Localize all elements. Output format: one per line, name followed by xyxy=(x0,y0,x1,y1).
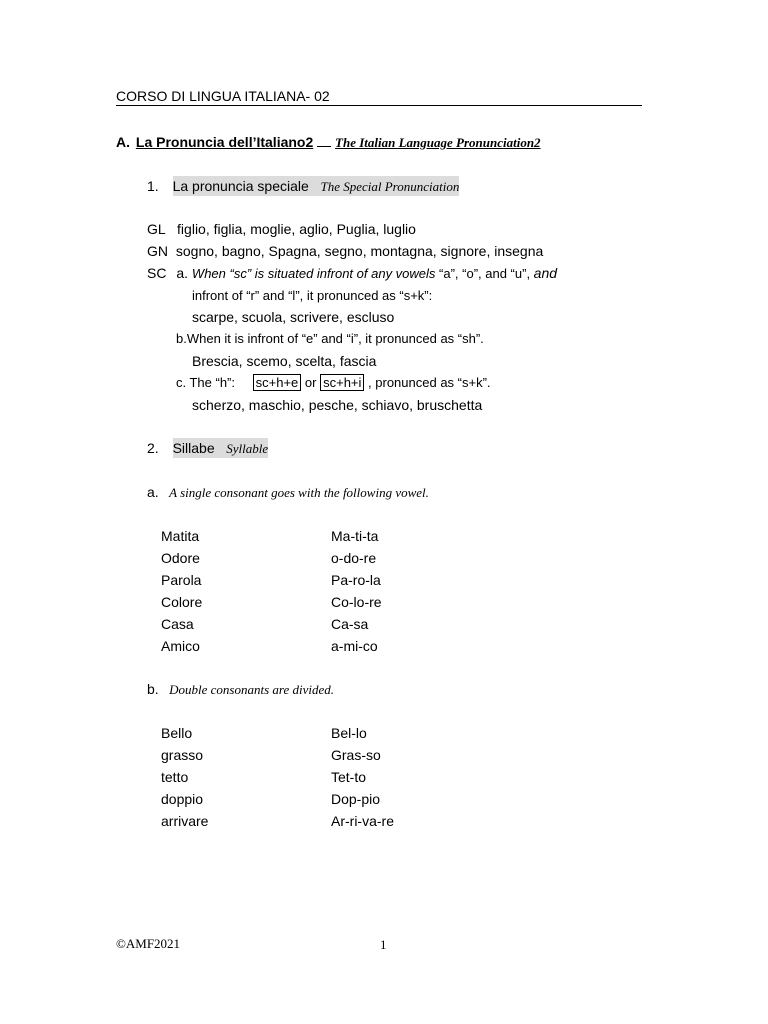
sc-c-box-1: sc+h+e xyxy=(253,374,302,391)
syllable-cell: Pa-ro-la xyxy=(331,572,381,588)
word-cell: Bello xyxy=(161,725,193,741)
table-row xyxy=(161,638,561,658)
gn-line xyxy=(147,243,543,259)
section-a-subtitle: The Italian Language Pronunciation2 xyxy=(335,135,541,150)
footer-copyright: ©AMF2021 xyxy=(116,936,181,951)
rule-b xyxy=(147,681,334,699)
rule-a xyxy=(147,484,429,502)
table-row xyxy=(161,550,561,570)
rule-a-label: a. xyxy=(147,484,159,500)
syllable-cell: Ma-ti-ta xyxy=(331,528,379,544)
syllable-cell: a-mi-co xyxy=(331,638,378,654)
syllable-cell: Tet-to xyxy=(331,769,367,785)
word-cell: tetto xyxy=(161,769,189,785)
table-row xyxy=(161,747,561,767)
item-1-number: 1. xyxy=(147,178,159,194)
item-1-heading xyxy=(147,178,459,195)
word-cell: Amico xyxy=(161,638,200,654)
sc-a-line2: infront of “r” and “l”, it pronunced as “s+k”: xyxy=(192,288,433,303)
sc-a-vowels: “a”, “o”, and “u”, xyxy=(435,266,534,281)
syllable-cell: Ca-sa xyxy=(331,616,369,632)
item-1-highlight xyxy=(173,176,460,196)
sc-a-and: and xyxy=(533,265,558,281)
syllable-table-b xyxy=(161,725,561,845)
syllable-cell: Dop-pio xyxy=(331,791,381,807)
word-cell: arrivare xyxy=(161,813,209,829)
syllable-cell: o-do-re xyxy=(331,550,377,566)
sc-code: SC xyxy=(147,265,167,281)
item-2-title: Sillabe xyxy=(172,440,215,456)
sc-a-examples: scarpe, scuola, scrivere, escluso xyxy=(192,309,395,325)
table-row xyxy=(161,725,561,745)
table-row xyxy=(161,594,561,614)
syllable-cell: Gras-so xyxy=(331,747,381,763)
word-cell: Colore xyxy=(161,594,203,610)
syllable-cell: Co-lo-re xyxy=(331,594,382,610)
table-row xyxy=(161,616,561,636)
table-row xyxy=(161,572,561,592)
sc-a-line xyxy=(147,265,557,281)
item-2-subtitle: Syllable xyxy=(226,441,269,456)
table-row xyxy=(161,769,561,789)
sc-c-box-2: sc+h+i xyxy=(320,374,364,391)
item-2-heading xyxy=(147,440,268,457)
sc-a-label: a. xyxy=(176,265,189,281)
gl-words: figlio, figlia, moglie, aglio, Puglia, luglio xyxy=(177,221,416,237)
rule-b-text: Double consonants are divided. xyxy=(169,682,335,697)
gn-code: GN xyxy=(147,243,168,259)
table-row xyxy=(161,791,561,811)
section-a-title: La Pronuncia dell’Italiano2 xyxy=(135,134,314,150)
sc-c-prefix: c. The “h”: xyxy=(176,375,236,390)
document-header: CORSO DI LINGUA ITALIANA- 02 xyxy=(116,88,642,106)
item-2-highlight xyxy=(173,438,269,458)
sc-b-text: b.When it is infront of “e” and “i”, it pronunced as “sh”. xyxy=(176,331,484,346)
sc-c-or: or xyxy=(304,375,317,390)
underline-spacer xyxy=(317,136,331,147)
word-cell: Matita xyxy=(161,528,200,544)
table-row xyxy=(161,813,561,833)
word-cell: Casa xyxy=(161,616,194,632)
gn-words: sogno, bagno, Spagna, segno, montagna, signore, insegna xyxy=(175,243,544,259)
syllable-cell: Bel-lo xyxy=(331,725,367,741)
sc-b-examples: Brescia, scemo, scelta, fascia xyxy=(192,353,377,369)
word-cell: doppio xyxy=(161,791,204,807)
sc-c-suffix: , pronunced as “s+k”. xyxy=(368,375,491,390)
word-cell: Parola xyxy=(161,572,202,588)
section-a-heading xyxy=(116,134,541,151)
rule-a-text: A single consonant goes with the following vowel. xyxy=(169,485,429,500)
sc-c-examples: scherzo, maschio, pesche, schiavo, bruschetta xyxy=(192,397,483,413)
rule-b-label: b. xyxy=(147,681,159,697)
section-a-letter: A. xyxy=(116,134,130,150)
sc-c-line xyxy=(176,375,491,390)
item-1-title: La pronuncia speciale xyxy=(172,178,309,194)
item-2-number: 2. xyxy=(147,440,159,456)
word-cell: Odore xyxy=(161,550,200,566)
syllable-table-a xyxy=(161,528,561,668)
gl-line xyxy=(147,221,416,237)
table-row xyxy=(161,528,561,548)
item-1-subtitle: The Special Pronunciation xyxy=(320,179,460,194)
sc-a-text: When “sc” is situated infront of any vowels xyxy=(191,266,436,281)
footer-page-number: 1 xyxy=(380,937,387,952)
gl-code: GL xyxy=(147,221,166,237)
word-cell: grasso xyxy=(161,747,204,763)
syllable-cell: Ar-ri-va-re xyxy=(331,813,394,829)
